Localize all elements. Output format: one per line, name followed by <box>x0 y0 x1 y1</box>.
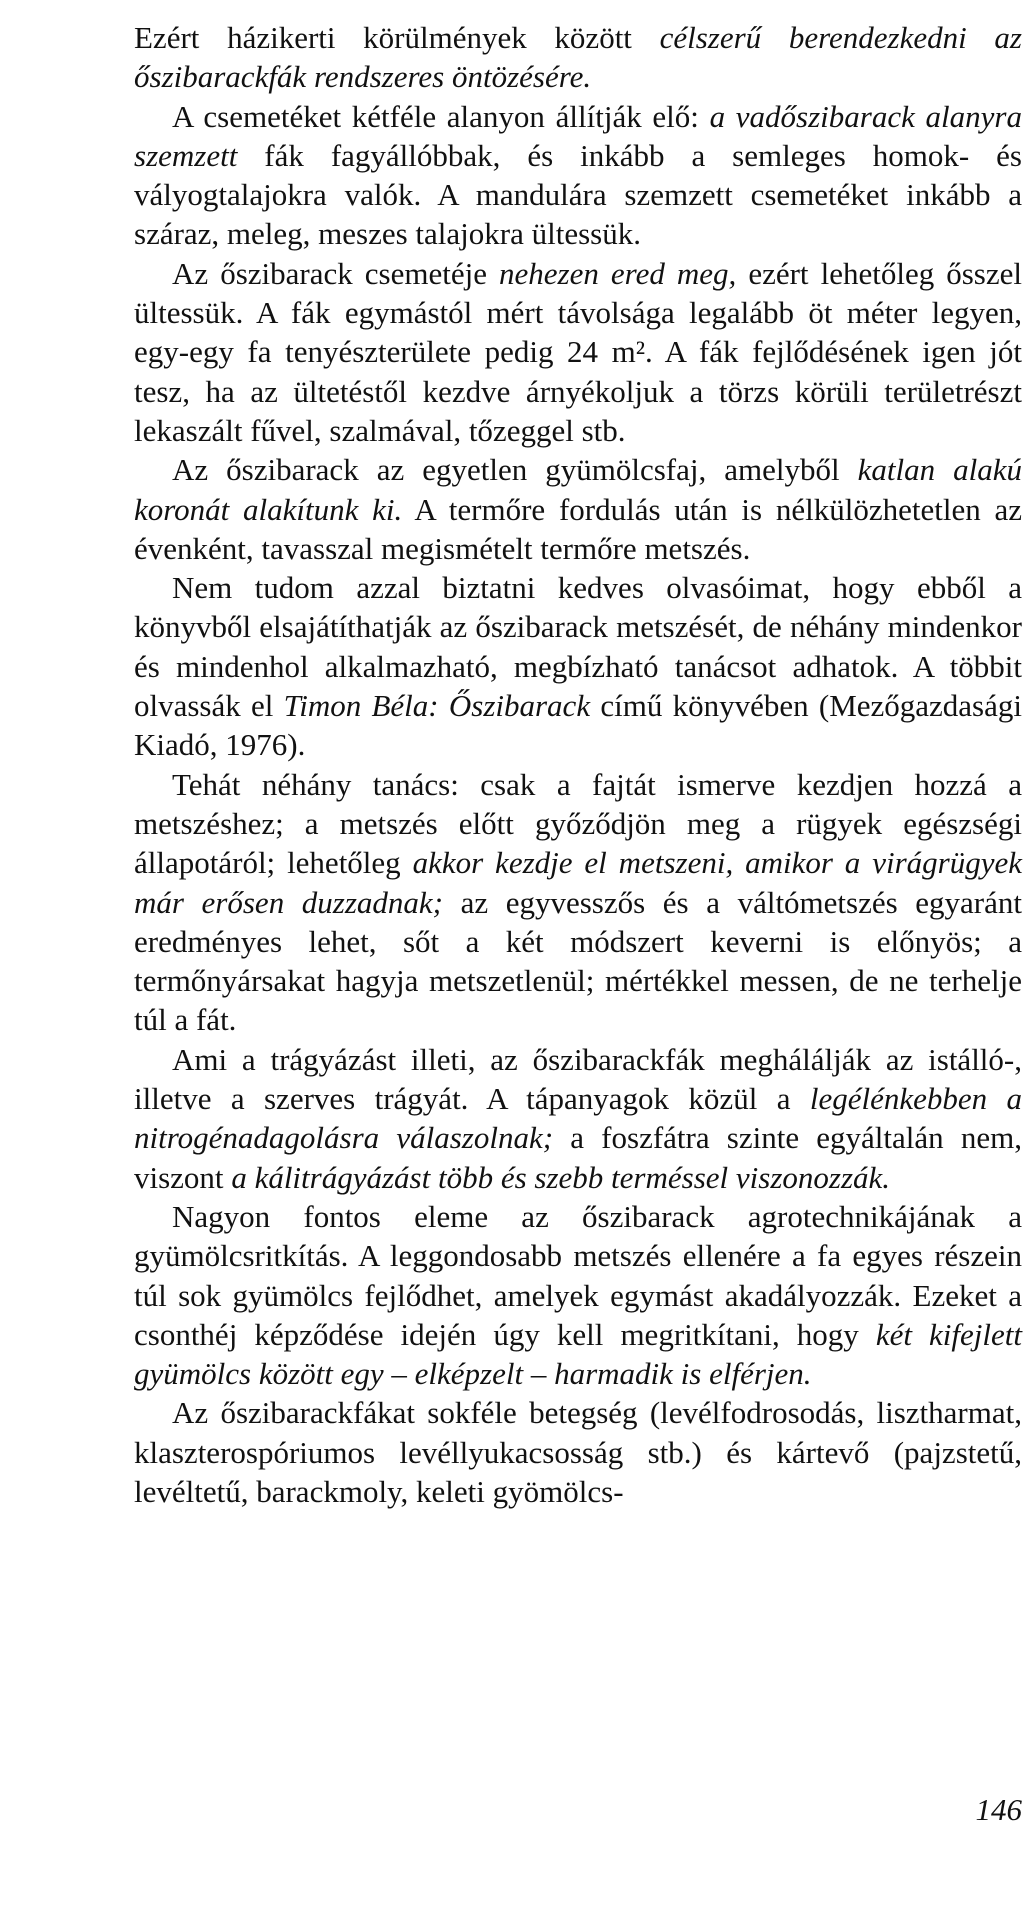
emphasized-text: két kifejlett gyümölcs között egy – elképzelt – harmadik is elférjen. <box>134 1316 1022 1392</box>
paragraph <box>134 97 1022 254</box>
text-run: Ezért házikerti körülmények között <box>134 20 660 55</box>
page-number: 146 <box>975 1792 1022 1827</box>
text-run: Nagyon fontos eleme az őszibarack agrotechnikájának a gyümölcsritkítás. A leggondosabb metszés ellenére a fa egyes részein túl sok gyümölcs fejlődhet, amelyek egymást akadályozzák. Ezeket a csonthéj képződése idején úgy kell megritkítani, hogy <box>134 1198 1022 1352</box>
text-run: A csemetéket kétféle alanyon állítják elő: <box>172 98 710 134</box>
emphasized-text: akkor kezdje el metszeni, amikor a virágrügyek már erősen duzzadnak; <box>134 845 1022 920</box>
paragraph <box>134 254 1022 450</box>
paragraph <box>134 1197 1022 1393</box>
emphasized-text: Timon Béla: Őszibarack <box>283 688 591 724</box>
text-run: fák fagyállóbbak, és inkább a semleges homok- és vályogtalajokra valók. A mandulára szemzett csemetéket inkább a száraz, meleg, meszes talajokra ültessük. <box>134 137 1022 252</box>
text-run: A termőre fordulás után is nélkülözhetetlen az évenként, tavasszal megismételt termőre metszés. <box>134 491 1022 566</box>
body-text <box>134 18 1022 1511</box>
text-run: ezért lehetőleg ősszel ültessük. A fák egymástól mért távolsága legalább öt méter legyen, egy-egy fa tenyészterülete pedig 24 m². A fák fejlődésének igen jót tesz, ha az ültetéstől kezdve árnyékoljuk a törzs körüli területrészt lekaszált fűvel, szalmával, tőzeggel stb. <box>134 255 1022 448</box>
paragraph <box>134 450 1022 568</box>
paragraph <box>134 18 1022 97</box>
text-run: Ami a trágyázást illeti, az őszibarackfák meghálálják az istálló-, illetve a szerves trágyát. A tápanyagok közül a <box>134 1041 1022 1117</box>
emphasized-text: legélénkebben a nitrogénadagolásra válaszolnak; <box>134 1081 1023 1156</box>
emphasized-text: a vadőszibarack alanyra szemzett <box>134 98 1022 173</box>
text-run: című könyvében (Mezőgazdasági Kiadó, 1976). <box>134 688 1022 763</box>
emphasized-text: nehezen ered meg, <box>499 255 737 291</box>
text-run: Az őszibarackfákat sokféle betegség (levélfodrosodás, lisztharmat, klaszterospóriumos levéllyukacsosság stb.) és kártevő (pajzstetű, levéltetű, barackmoly, keleti gyömölcs- <box>134 1395 1022 1509</box>
text-run: Nem tudom azzal biztatni kedves olvasóimat, hogy ebből a könyvből elsajátíthatják az őszibarack metszését, de néhány mindenkor és mindenhol alkalmazható, megbízható tanácsot adhatok. A többit olvassák el <box>134 570 1022 724</box>
paragraph <box>134 1040 1022 1197</box>
text-run: a foszfátra szinte egyáltalán nem, viszont <box>134 1120 1022 1195</box>
book-page <box>134 18 1022 1898</box>
text-run: Az őszibarack csemetéje <box>172 255 500 291</box>
paragraph <box>134 1393 1022 1511</box>
text-run: Az őszibarack az egyetlen gyümölcsfaj, amelyből <box>172 452 858 488</box>
paragraph <box>134 568 1022 764</box>
emphasized-text: katlan alakú koronát alakítunk ki. <box>134 452 1022 527</box>
emphasized-text: célszerű berendezkedni az őszibarackfák rendszeres öntözésére. <box>134 20 1022 95</box>
text-run: Tehát néhány tanács: csak a fajtát ismerve kezdjen hozzá a metszéshez; a metszés előtt győződjön meg a rügyek egészségi állapotáról; lehetőleg <box>134 766 1022 881</box>
emphasized-text: a kálitrágyázást több és szebb terméssel viszonozzák. <box>231 1159 891 1195</box>
paragraph <box>134 765 1022 1040</box>
text-run: az egyvesszős és a váltómetszés egyaránt eredményes lehet, sőt a két módszert keverni is előnyös; a termőnyársakat hagyja metszetlenül; mértékkel messen, de ne terhelje túl a fát. <box>134 884 1023 1038</box>
